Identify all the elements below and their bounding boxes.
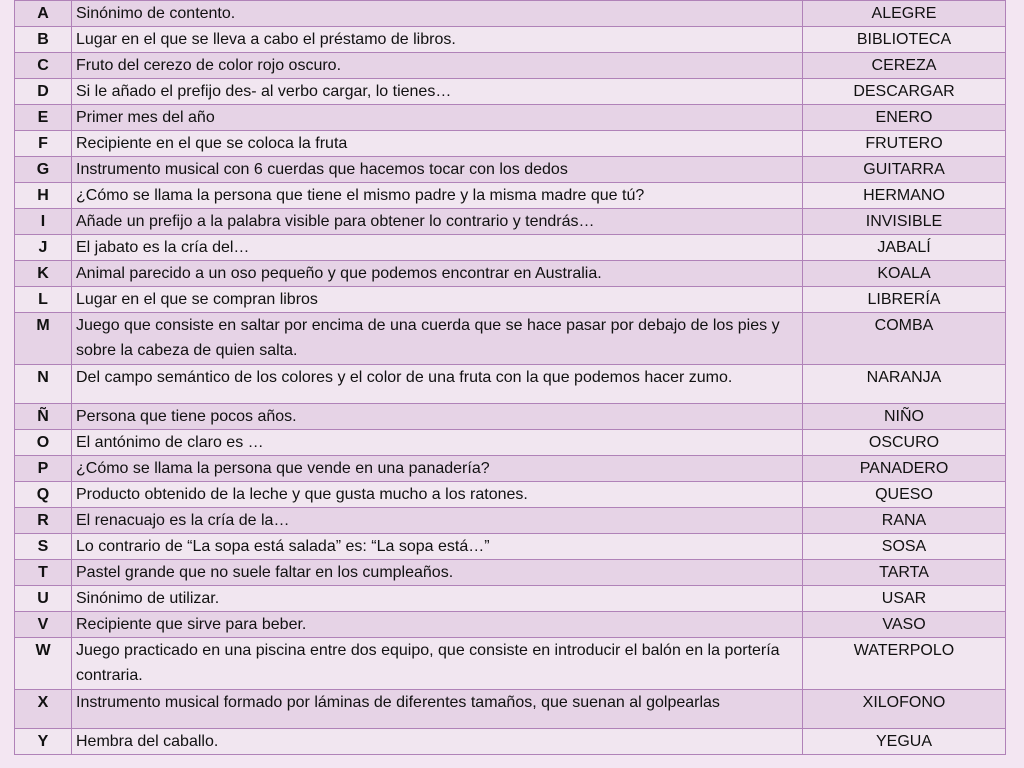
table-row xyxy=(15,560,1006,586)
row-clue: Lugar en el que se compran libros xyxy=(72,287,803,313)
row-answer: CEREZA xyxy=(803,53,1006,79)
row-clue: Añade un prefijo a la palabra visible para obtener lo contrario y tendrás… xyxy=(72,209,803,235)
row-clue: Primer mes del año xyxy=(72,105,803,131)
row-clue: Sinónimo de utilizar. xyxy=(72,586,803,612)
table-row xyxy=(15,482,1006,508)
row-clue: El renacuajo es la cría de la… xyxy=(72,508,803,534)
row-answer: NARANJA xyxy=(803,365,1006,404)
row-letter: E xyxy=(15,105,72,131)
row-answer: ENERO xyxy=(803,105,1006,131)
row-letter: X xyxy=(15,690,72,729)
row-answer: DESCARGAR xyxy=(803,79,1006,105)
row-clue: ¿Cómo se llama la persona que vende en una panadería? xyxy=(72,456,803,482)
row-answer: USAR xyxy=(803,586,1006,612)
row-answer: RANA xyxy=(803,508,1006,534)
row-clue: El jabato es la cría del… xyxy=(72,235,803,261)
row-letter: K xyxy=(15,261,72,287)
row-clue: Juego que consiste en saltar por encima de una cuerda que se hace pasar por debajo de los pies y sobre la cabeza de quien salta. xyxy=(72,313,803,365)
row-answer: OSCURO xyxy=(803,430,1006,456)
row-clue: Fruto del cerezo de color rojo oscuro. xyxy=(72,53,803,79)
right-margin xyxy=(1006,0,1024,768)
row-clue: Persona que tiene pocos años. xyxy=(72,404,803,430)
row-letter: V xyxy=(15,612,72,638)
row-clue: Del campo semántico de los colores y el color de una fruta con la que podemos hacer zumo. xyxy=(72,365,803,404)
row-clue: Pastel grande que no suele faltar en los cumpleaños. xyxy=(72,560,803,586)
row-clue: Juego practicado en una piscina entre dos equipo, que consiste en introducir el balón en la portería contraria. xyxy=(72,638,803,690)
table-row xyxy=(15,183,1006,209)
row-answer: LIBRERÍA xyxy=(803,287,1006,313)
table-row xyxy=(15,313,1006,365)
row-letter: T xyxy=(15,560,72,586)
table-row xyxy=(15,729,1006,755)
row-answer: QUESO xyxy=(803,482,1006,508)
row-letter: A xyxy=(15,1,72,27)
table-row xyxy=(15,105,1006,131)
row-clue: Producto obtenido de la leche y que gusta mucho a los ratones. xyxy=(72,482,803,508)
row-answer: HERMANO xyxy=(803,183,1006,209)
row-clue: Lugar en el que se lleva a cabo el préstamo de libros. xyxy=(72,27,803,53)
row-letter: M xyxy=(15,313,72,365)
table-row xyxy=(15,586,1006,612)
row-letter: B xyxy=(15,27,72,53)
row-letter: O xyxy=(15,430,72,456)
row-clue: Instrumento musical formado por láminas de diferentes tamaños, que suenan al golpearlas xyxy=(72,690,803,729)
alphabet-table-body xyxy=(15,1,1006,755)
table-row xyxy=(15,456,1006,482)
row-clue: Lo contrario de “La sopa está salada” es: “La sopa está…” xyxy=(72,534,803,560)
row-answer: GUITARRA xyxy=(803,157,1006,183)
table-row xyxy=(15,612,1006,638)
row-clue: Hembra del caballo. xyxy=(72,729,803,755)
row-clue: Recipiente en el que se coloca la fruta xyxy=(72,131,803,157)
row-letter: L xyxy=(15,287,72,313)
row-answer: XILOFONO xyxy=(803,690,1006,729)
row-letter: G xyxy=(15,157,72,183)
table-row xyxy=(15,157,1006,183)
row-letter: S xyxy=(15,534,72,560)
table-row xyxy=(15,1,1006,27)
row-answer: WATERPOLO xyxy=(803,638,1006,690)
table-row xyxy=(15,287,1006,313)
table-row xyxy=(15,79,1006,105)
row-answer: PANADERO xyxy=(803,456,1006,482)
row-letter: P xyxy=(15,456,72,482)
row-clue: El antónimo de claro es … xyxy=(72,430,803,456)
row-answer: BIBLIOTECA xyxy=(803,27,1006,53)
row-answer: VASO xyxy=(803,612,1006,638)
row-answer: FRUTERO xyxy=(803,131,1006,157)
table-row xyxy=(15,690,1006,729)
table-row xyxy=(15,209,1006,235)
row-letter: H xyxy=(15,183,72,209)
row-letter: R xyxy=(15,508,72,534)
table-row xyxy=(15,131,1006,157)
table-row xyxy=(15,365,1006,404)
row-clue: Animal parecido a un oso pequeño y que podemos encontrar en Australia. xyxy=(72,261,803,287)
table-row xyxy=(15,638,1006,690)
table-row xyxy=(15,235,1006,261)
row-letter: Q xyxy=(15,482,72,508)
left-margin xyxy=(0,0,14,768)
row-clue: Sinónimo de contento. xyxy=(72,1,803,27)
row-answer: INVISIBLE xyxy=(803,209,1006,235)
row-answer: JABALÍ xyxy=(803,235,1006,261)
table-row xyxy=(15,508,1006,534)
row-clue: Si le añado el prefijo des- al verbo cargar, lo tienes… xyxy=(72,79,803,105)
row-answer: NIÑO xyxy=(803,404,1006,430)
table-row xyxy=(15,53,1006,79)
row-letter: C xyxy=(15,53,72,79)
row-letter: N xyxy=(15,365,72,404)
row-letter: W xyxy=(15,638,72,690)
table-row xyxy=(15,27,1006,53)
row-answer: SOSA xyxy=(803,534,1006,560)
row-answer: TARTA xyxy=(803,560,1006,586)
row-letter: F xyxy=(15,131,72,157)
table-row xyxy=(15,261,1006,287)
row-letter: Ñ xyxy=(15,404,72,430)
row-letter: U xyxy=(15,586,72,612)
row-answer: COMBA xyxy=(803,313,1006,365)
table-row xyxy=(15,430,1006,456)
row-letter: D xyxy=(15,79,72,105)
row-answer: YEGUA xyxy=(803,729,1006,755)
row-answer: ALEGRE xyxy=(803,1,1006,27)
row-clue: ¿Cómo se llama la persona que tiene el mismo padre y la misma madre que tú? xyxy=(72,183,803,209)
row-letter: I xyxy=(15,209,72,235)
row-letter: Y xyxy=(15,729,72,755)
alphabet-table xyxy=(14,0,1006,755)
row-clue: Instrumento musical con 6 cuerdas que hacemos tocar con los dedos xyxy=(72,157,803,183)
row-answer: KOALA xyxy=(803,261,1006,287)
row-letter: J xyxy=(15,235,72,261)
table-row xyxy=(15,404,1006,430)
row-clue: Recipiente que sirve para beber. xyxy=(72,612,803,638)
table-row xyxy=(15,534,1006,560)
